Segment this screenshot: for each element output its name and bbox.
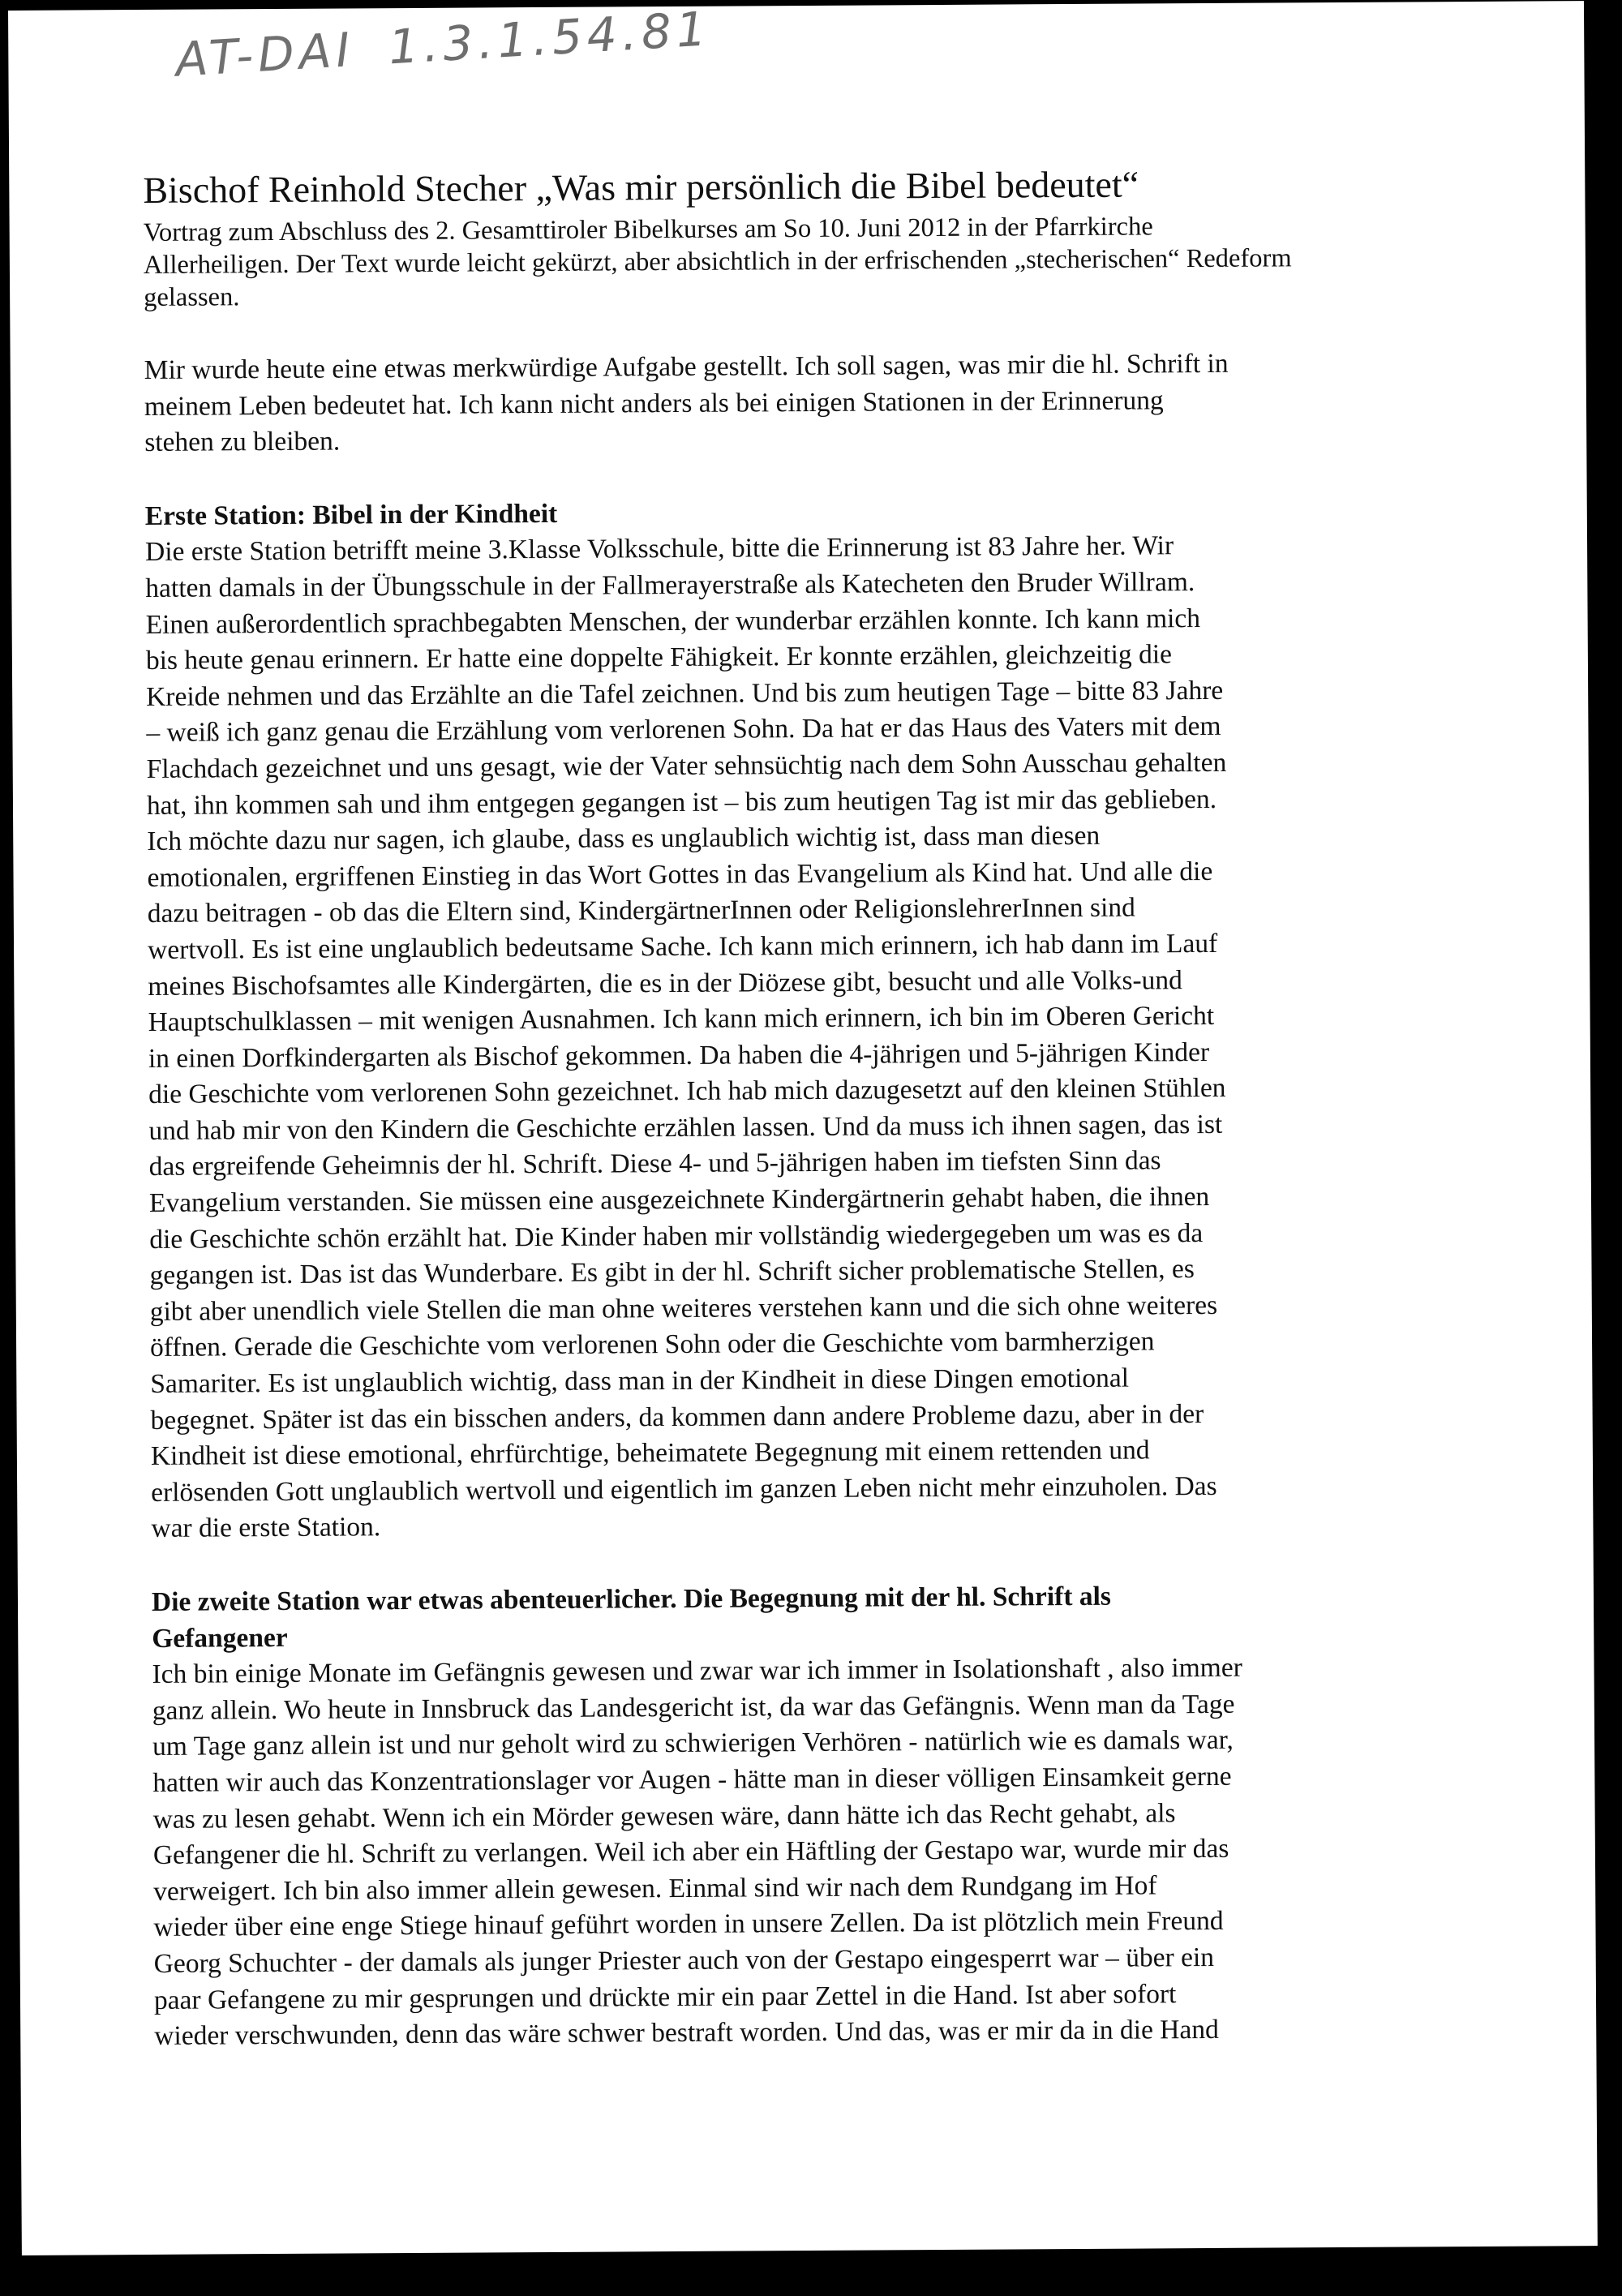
text-line: begegnet. Später ist das ein bisschen anders, da kommen dann andere Probleme dazu, aber in der [150,1398,1204,1436]
text-line: war die erste Station. [151,1512,381,1544]
text-line: wieder über eine enge Stiege hinauf geführt worden in unsere Zellen. Da ist plötzlich mein Freund [153,1906,1224,1943]
section-heading [152,1577,1483,1657]
subtitle-line: Allerheiligen. Der Text wurde leicht gekürzt, aber absichtlich in der erfrischenden „stecherischen“ Redeform [143,243,1292,280]
text-line: ganz allein. Wo heute in Innsbruck das Landesgericht ist, da war das Gefängnis. Wenn man da Tage [152,1689,1235,1726]
text-line: Die erste Station betrifft meine 3.Klasse Volksschule, bitte die Erinnerung ist 83 Jahre her. Wir [144,530,1174,568]
document-subtitle [144,208,1474,314]
text-line: Einen außerordentlich sprachbegabten Menschen, der wunderbar erzählen konnte. Ich kann mich [145,603,1201,640]
document-body [143,160,1484,2055]
text-line: Kindheit ist diese emotional, ehrfürchtige, beheimatete Begegnung mit einem rettenden und [150,1435,1150,1472]
text-line: stehen zu bleiben. [144,426,341,458]
text-line: wertvoll. Es ist eine unglaublich bedeutsame Sache. Ich kann mich erinnern, ich hab dann im Lauf [147,928,1218,965]
text-line: meines Bischofsamtes alle Kindergärten, die es in der Diözese gibt, besucht und alle Volks-und [148,964,1182,1002]
text-line: in einen Dorfkindergarten als Bischof gekommen. Da haben die 4-jährigen und 5-jährigen Kinder [148,1036,1210,1074]
text-line: Evangelium verstanden. Sie müssen eine ausgezeichnete Kindergärtnerin gehabt haben, die ihnen [148,1182,1210,1219]
text-line: was zu lesen gehabt. Wenn ich ein Mörder gewesen wäre, dann hätte ich das Recht gehabt, als [152,1797,1176,1835]
section-second-station [152,1577,1485,2055]
archive-number: 1.3.1.54.81 [387,1,713,75]
text-line: verweigert. Ich bin also immer allein gewesen. Einmal sind wir nach dem Rundgang im Hof [153,1870,1157,1907]
text-line: Mir wurde heute eine etwas merkwürdige Aufgabe gestellt. Ich soll sagen, was mir die hl. Schrift in [144,348,1229,385]
text-line: meinem Leben bedeutet hat. Ich kann nicht anders als bei einigen Stationen in der Erinnerung [144,384,1164,422]
text-line: öffnen. Gerade die Geschichte vom verlorenen Sohn oder die Geschichte vom barmherzigen [149,1326,1155,1363]
text-line: Kreide nehmen und das Erzählte an die Tafel zeichnen. Und bis zum heutigen Tage – bitte 83 Jahre [146,675,1224,712]
heading-line: Erste Station: Bibel in der Kindheit [144,498,558,531]
section-first-station [145,491,1482,1547]
text-line: hatten wir auch das Konzentrationslager vor Augen - hätte man in dieser völligen Einsamkeit gerne [152,1761,1232,1798]
text-line: gibt aber unendlich viele Stellen die man ohne weiteres verstehen kann und die sich ohne weiteres [149,1290,1218,1327]
section-paragraph [145,526,1482,1547]
text-line: Samariter. Es ist unglaublich wichtig, dass man in der Kindheit in diese Dingen emotional [150,1363,1130,1399]
text-line: – weiß ich ganz genau die Erzählung vom verlorenen Sohn. Da hat er das Haus des Vaters mit dem [146,711,1221,749]
heading-line: Gefangener [152,1622,288,1654]
text-line: Flachdach gezeichnet und uns gesagt, wie der Vater sehnsüchtig nach dem Sohn Ausschau gehalten [146,747,1227,784]
text-line: dazu beitragen - ob das die Eltern sind, KindergärtnerInnen oder ReligionslehrerInnen sind [147,892,1135,929]
archive-signature: AT-DAI [174,21,357,88]
text-line: Gefangener die hl. Schrift zu verlangen. Weil ich aber ein Häftling der Gestapo war, wurde mir das [152,1834,1229,1871]
text-line: Georg Schuchter - der damals als junger Priester auch von der Gestapo eingesperrt war – über ein [153,1942,1215,1979]
text-line: hat, ihn kommen sah und ihm entgegen gegangen ist – bis zum heutigen Tag ist mir das geblieben. [146,783,1217,821]
text-line: die Geschichte schön erzählt hat. Die Kinder haben mir vollständig wiedergegeben um was es da [149,1217,1204,1255]
intro-paragraph [144,345,1475,461]
section-paragraph [152,1649,1484,2055]
text-line: und hab mir von den Kindern die Geschichte erzählen lassen. Und da muss ich ihnen sagen, das ist [148,1109,1223,1146]
text-line: wieder verschwunden, denn das wäre schwer bestraft worden. Und das, was er mir da in die Hand [154,2015,1219,2052]
text-line: paar Gefangene zu mir gesprungen und drückte mir ein paar Zettel in die Hand. Ist aber sofort [153,1978,1177,2015]
text-line: bis heute genau erinnern. Er hatte eine doppelte Fähigkeit. Er konnte erzählen, gleichzeitig die [145,639,1173,676]
text-line: die Geschichte vom verlorenen Sohn gezeichnet. Ich hab mich dazugesetzt auf den kleinen Stühlen [148,1073,1226,1110]
text-line: erlösenden Gott unglaublich wertvoll und eigentlich im ganzen Leben nicht mehr einzuholen. Das [151,1470,1217,1508]
subtitle-line: gelassen. [144,282,240,312]
document-title: Bischof Reinhold Stecher „Was mir persönlich die Bibel bedeutet“ [143,163,1139,211]
subtitle-line: Vortrag zum Abschluss des 2. Gesamttiroler Bibelkurses am So 10. Juni 2012 in der Pfarrkirche [143,212,1153,247]
text-line: Hauptschulklassen – mit wenigen Ausnahmen. Ich kann mich erinnern, ich bin im Oberen Gericht [148,1001,1215,1038]
text-line: das ergreifende Geheimnis der hl. Schrift. Diese 4- und 5-jährigen haben im tiefsten Sinn das [148,1145,1161,1182]
text-line: hatten damals in der Übungsschule in der Fallmerayerstraße als Katecheten den Bruder Willram. [145,567,1195,603]
text-line: gegangen ist. Das ist das Wunderbare. Es gibt in der hl. Schrift sicher problematische Stellen, es [149,1254,1195,1291]
scanned-page [8,1,1598,2255]
heading-line: Die zweite Station war etwas abenteuerlicher. Die Begegnung mit der hl. Schrift als [151,1581,1111,1617]
text-line: um Tage ganz allein ist und nur geholt wird zu schwierigen Verhören - natürlich wie es damals war, [152,1725,1234,1762]
text-line: Ich bin einige Monate im Gefängnis gewesen und zwar war ich immer in Isolationshaft , also immer [152,1652,1242,1690]
text-line: Ich möchte dazu nur sagen, ich glaube, dass es unglaublich wichtig ist, dass man diesen [147,820,1101,857]
text-line: emotionalen, ergriffenen Einstieg in das Wort Gottes in das Evangelium als Kind hat. Und alle die [147,856,1213,893]
handwritten-archive-reference [174,1,713,88]
